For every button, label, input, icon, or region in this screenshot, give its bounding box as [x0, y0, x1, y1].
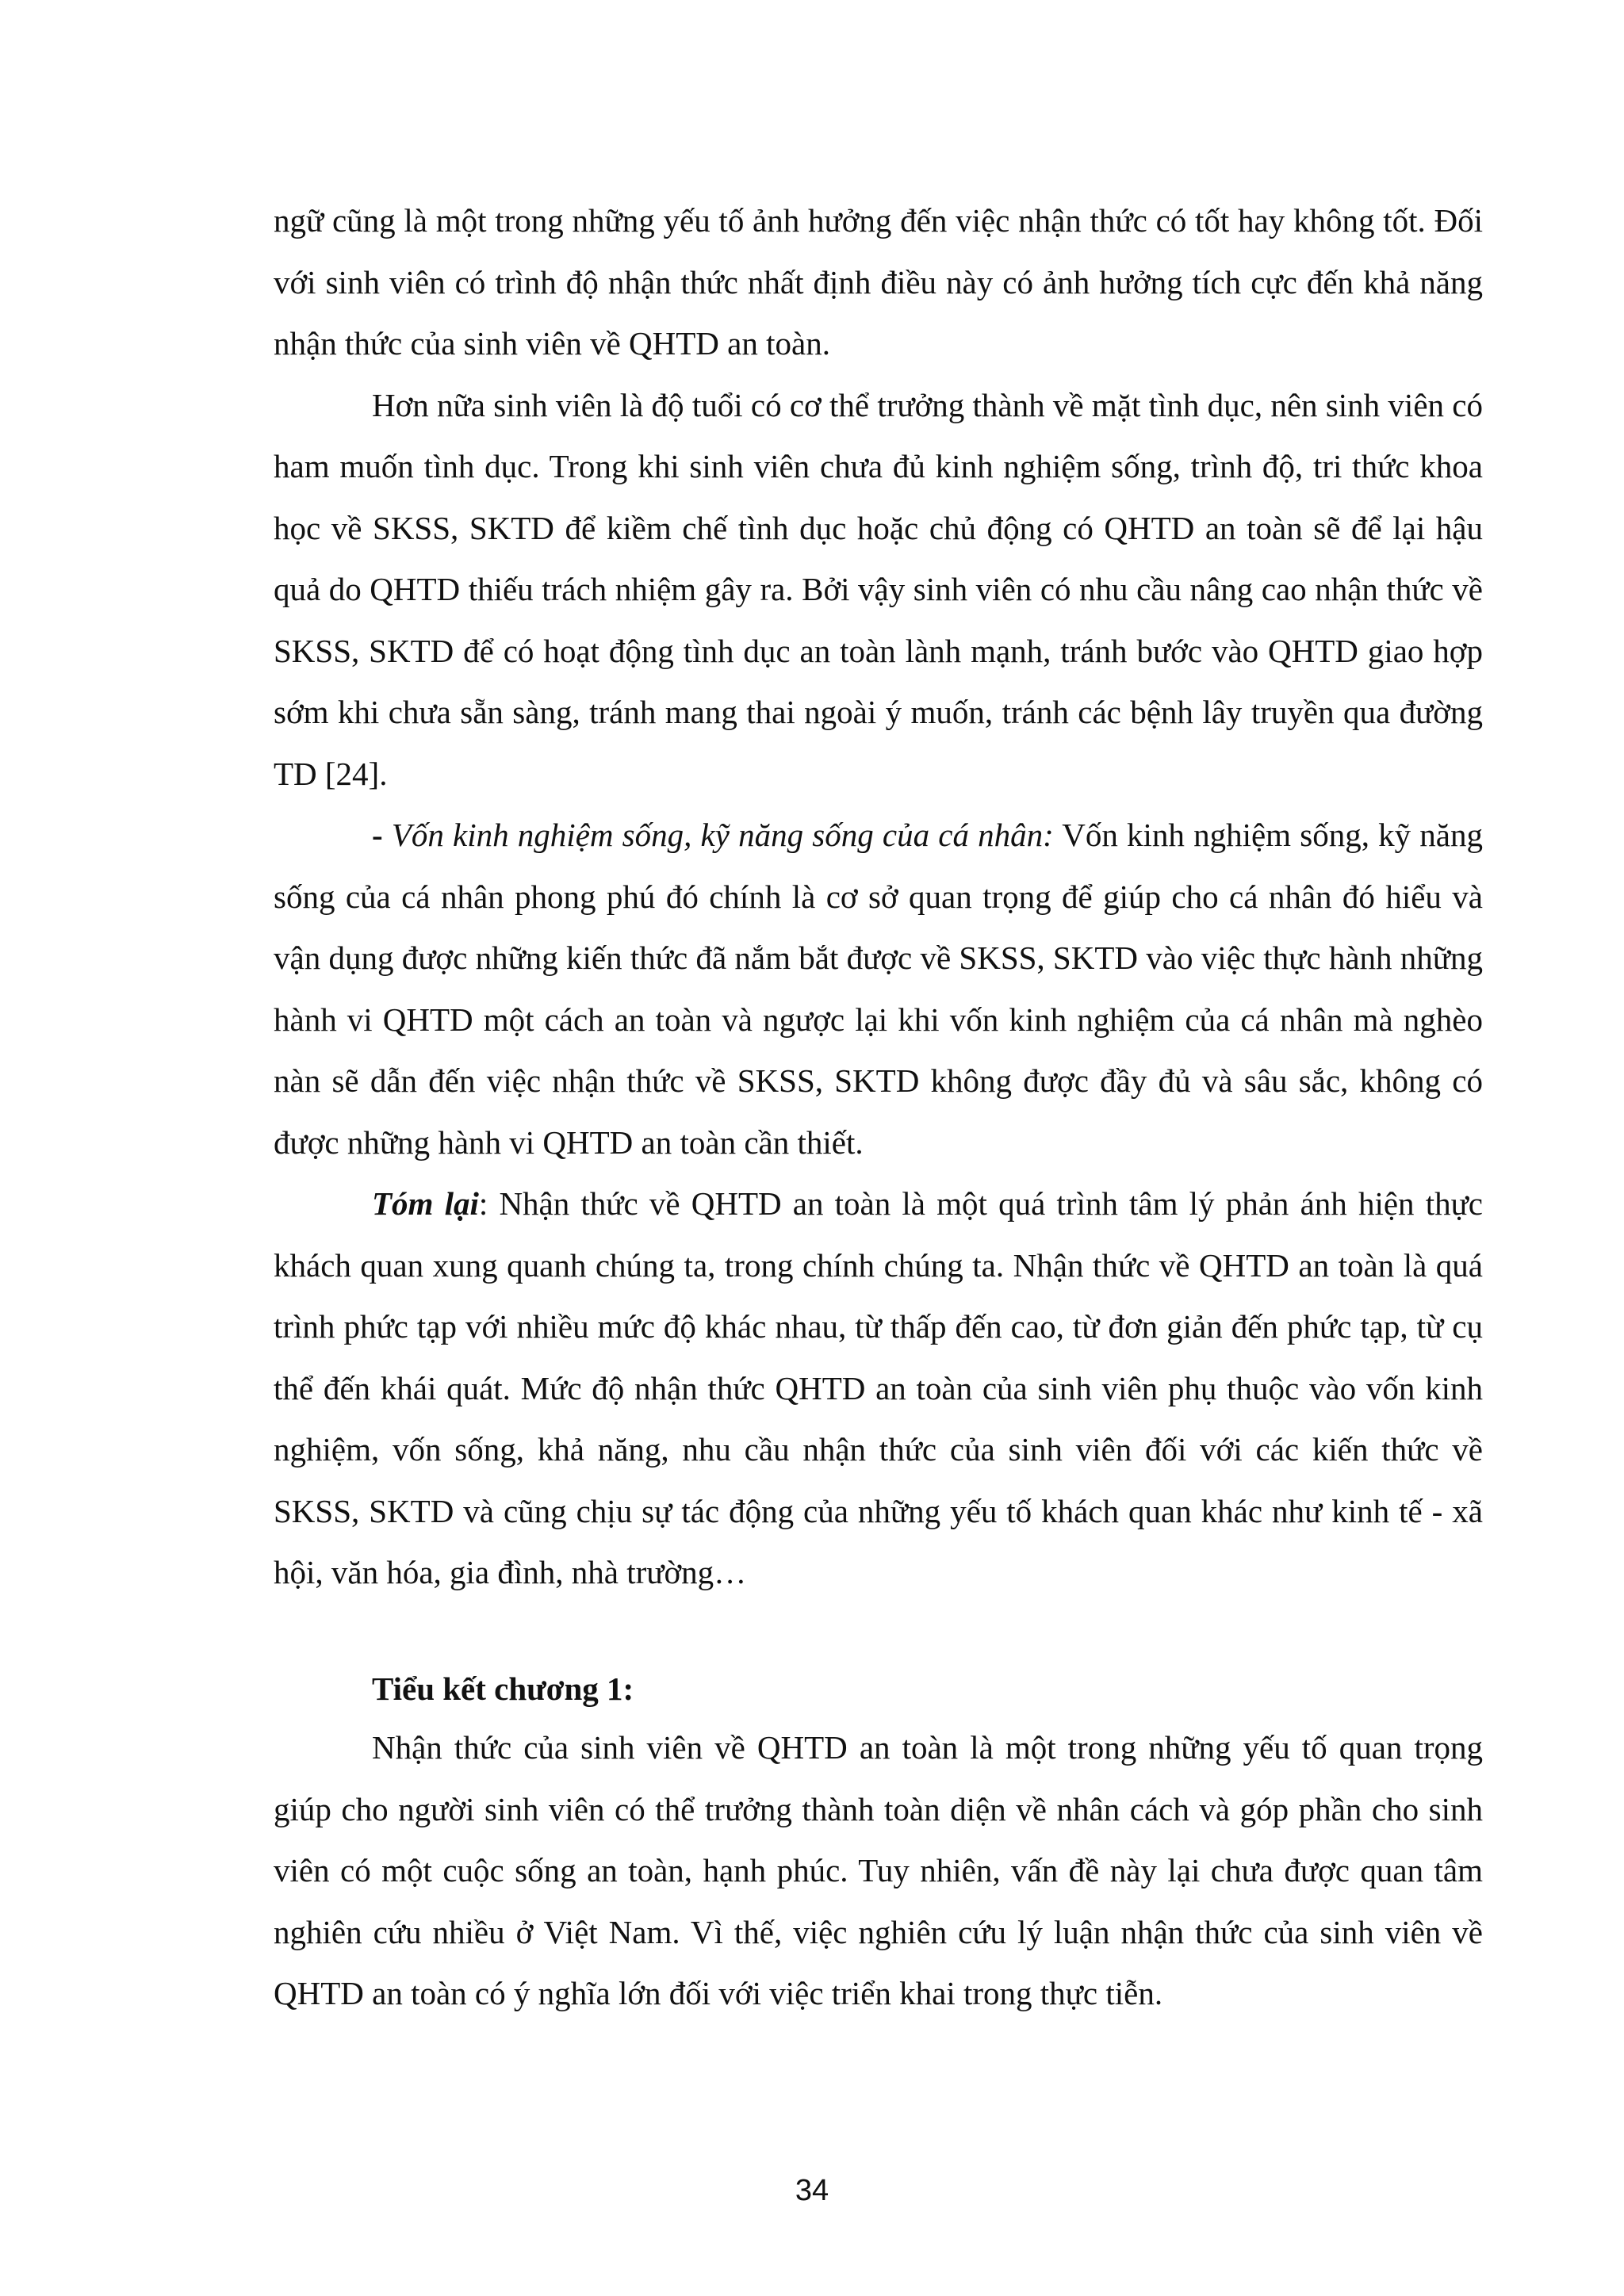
main-text-block	[274, 190, 1483, 1604]
tom-lai-text: : Nhận thức về QHTD an toàn là một quá trình tâm lý phản ánh hiện thực khách quan xung quanh chúng ta, trong chính chúng ta. Nhận thức về QHTD an toàn là quá trình phức tạp với nhiều mức độ khác nhau, từ thấp đến cao, từ đơn giản đến phức tạp, từ cụ thể đến khái quát. Mức độ nhận thức QHTD an toàn của sinh viên phụ thuộc vào vốn kinh nghiệm, vốn sống, khả năng, nhu cầu nhận thức của sinh viên đối với các kiến thức về SKSS, SKTD và cũng chịu sự tác động của những yếu tố khách quan khác như kinh tế - xã hội, văn hóa, gia đình, nhà trường…	[274, 1185, 1483, 1590]
paragraph-von-text: Vốn kinh nghiệm sống, kỹ năng sống của cá nhân phong phú đó chính là cơ sở quan trọng để giúp cho cá nhân đó hiểu và vận dụng được những kiến thức đã nắm bắt được về SKSS, SKTD vào việc thực hành những hành vi QHTD một cách an toàn và ngược lại khi vốn kinh nghiệm của cá nhân mà nghèo nàn sẽ dẫn đến việc nhận thức về SKSS, SKTD không được đầy đủ và sâu sắc, không có được những hành vi QHTD an toàn cần thiết.	[274, 817, 1483, 1161]
summary-text-block	[274, 1717, 1483, 2025]
paragraph-tom-lai	[274, 1173, 1483, 1604]
paragraph-summary: Nhận thức của sinh viên về QHTD an toàn là một trong những yếu tố quan trọng giúp cho người sinh viên có thể trưởng thành toàn diện về nhân cách và góp phần cho sinh viên có một cuộc sống an toàn, hạnh phúc. Tuy nhiên, vấn đề này lại chưa được quan tâm nghiên cứu nhiều ở Việt Nam. Vì thế, việc nghiên cứu lý luận nhận thức của sinh viên về QHTD an toàn có ý nghĩa lớn đối với việc triển khai trong thực tiễn.	[274, 1729, 1483, 2011]
paragraph-von-kinh-nghiem	[274, 805, 1483, 1173]
tom-lai-label: Tóm lại	[372, 1185, 479, 1222]
paragraph-hon-nua: Hơn nữa sinh viên là độ tuổi có cơ thể trưởng thành về mặt tình dục, nên sinh viên có ham muốn tình dục. Trong khi sinh viên chưa đủ kinh nghiệm sống, trình độ, tri thức khoa học về SKSS, SKTD để kiềm chế tình dục hoặc chủ động có QHTD an toàn sẽ để lại hậu quả do QHTD thiếu trách nhiệm gây ra. Bởi vậy sinh viên có nhu cầu nâng cao nhận thức về SKSS, SKTD để có hoạt động tình dục an toàn lành mạnh, tránh bước vào QHTD giao hợp sớm khi chưa sẵn sàng, tránh mang thai ngoài ý muốn, tránh các bệnh lây truyền qua đường TD [24].	[274, 386, 1483, 792]
italic-term: Vốn kinh nghiệm sống, kỹ năng sống của cá nhân:	[391, 817, 1054, 853]
section-heading: Tiểu kết chương 1:	[372, 1670, 634, 1707]
list-dash: -	[372, 817, 383, 853]
paragraph-continued: ngữ cũng là một trong những yếu tố ảnh hưởng đến việc nhận thức có tốt hay không tốt. Đối với sinh viên có trình độ nhận thức nhất định điều này có ảnh hưởng tích cực đến khả năng nhận thức của sinh viên về QHTD an toàn.	[274, 202, 1483, 362]
page-number: 34	[795, 2174, 829, 2207]
